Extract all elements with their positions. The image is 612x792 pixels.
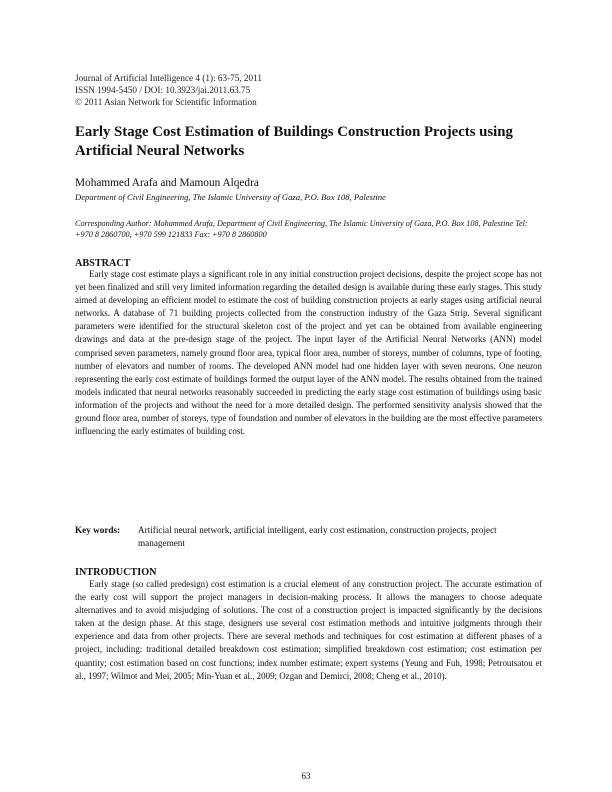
page-number: 63 [301,771,311,781]
abstract-text: Early stage cost estimate plays a significant role in any initial construction project decisions, despite the project scope has not yet been finalized and still very limited information regarding the detailed design is available during these early stages. This study aimed at developing an efficient model to estimate the cost of building construction projects at early stages using artificial neural networks. A database of 71 building projects collected from the construction industry of the Gaza Strip. Several significant parameters were identified for the structural skeleton cost of the project and yet can be obtained from available engineering drawings and data at the pre-design stage of the project. The input layer of the Artificial Neural Networks (ANN) model comprised seven parameters, namely ground floor area, typical floor area, number of storeys, number of columns, type of footing, number of elevators and number of rooms. The developed ANN model had one hidden layer with seven neurons. One neuron representing the early cost estimate of buildings formed the output layer of the ANN model. The results obtained from the trained models indicated that neural networks reasonably succeeded in predicting the early stage cost estimation of buildings using basic information of the projects and without the need for a more detailed design. The performed sensitivity analysis showed that the ground floor area, number of storeys, type of foundation and number of elevators in the building are the most effective parameters influencing the early estimates of building cost. [75,269,542,437]
paper-title: Early Stage Cost Estimation of Buildings Construction Projects using Artificial Neural Networks [75,124,513,159]
author-affiliation: Department of Civil Engineering, The Islamic University of Gaza, P.O. Box 108, Palestine [75,192,386,202]
journal-header [75,72,545,108]
journal-copyright: © 2011 Asian Network for Scientific Information [75,97,257,107]
journal-citation: Journal of Artificial Intelligence 4 (1): 63-75, 2011 [75,73,262,83]
abstract-heading: ABSTRACT [75,258,131,269]
journal-issn-doi: ISSN 1994-5450 / DOI: 10.3923/jai.2011.63.75 [75,85,251,95]
corresponding-author: Corresponding Author: Mohammed Arafa, Department of Civil Engineering, The Islamic University of Gaza, P.O. Box 108, Palestine Tel: +970 8 2860700, +970 599 121833 Fax: +970 8 2860800 [75,219,528,239]
keywords-text: Artificial neural network, artificial intelligent, early cost estimation, construction projects, project management [138,525,497,548]
paper-authors: Mohammed Arafa and Mamoun Alqedra [75,177,259,189]
introduction-text: Early stage (so called predesign) cost estimation is a crucial element of any construction project. The accurate estimation of the early cost will support the project managers in decision-making process. It allows the managers to choose adequate alternatives and to avoid misjudging of solutions. The cost of a construction project is impacted significantly by the decisions taken at the design phase. At this stage, designers use several cost estimation methods and intuitive judgments through their experience and data from other projects. There are several methods and techniques for cost estimation at different phases of a project, including: traditional detailed breakdown cost estimation; simplified breakdown cost estimation; cost estimation per quantity; cost estimation based on cost functions; index number estimate; expert systems (Yeung and Fuh, 1998; Petroutsatou et al., 1997; Wilmot and Mei, 2005; Min-Yuan et al., 2009; Ozgan and Demirci, 2008; Cheng et al., 2010). [75,579,542,681]
keywords-label: Key words: [75,525,121,535]
introduction-heading: INTRODUCTION [75,567,157,578]
